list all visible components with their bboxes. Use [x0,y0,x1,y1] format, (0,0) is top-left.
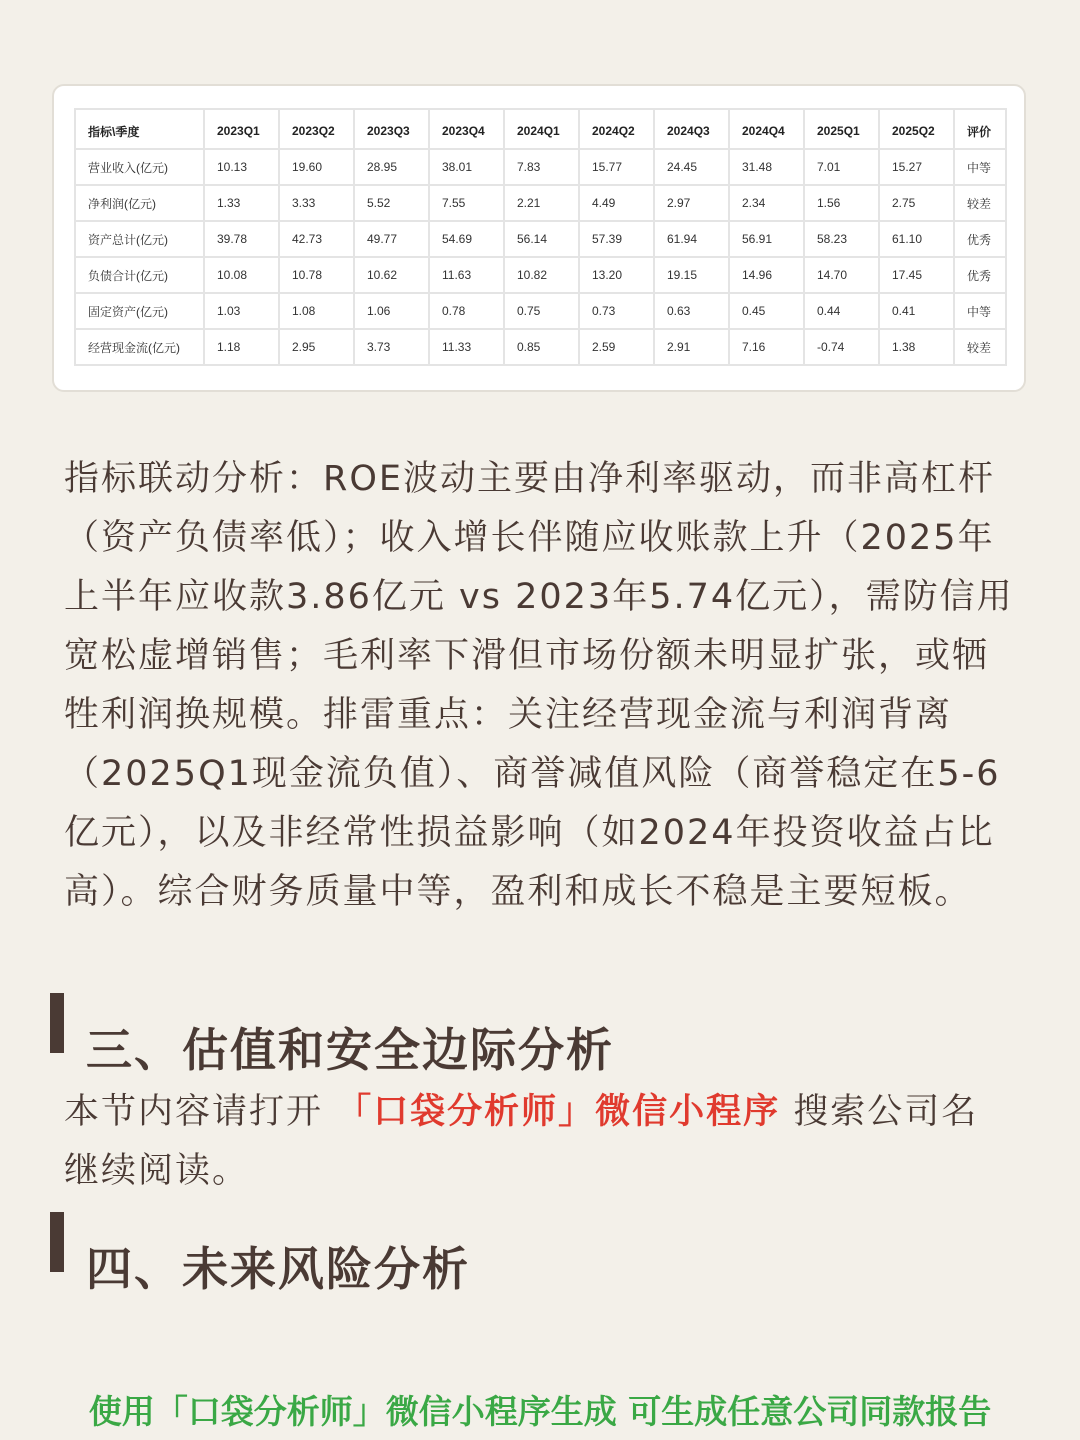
section-title-valuation: 三、估值和安全边际分析 [86,1023,614,1077]
value-cell: 54.69 [429,221,504,257]
header-cell: 2023Q1 [204,109,279,149]
value-cell: 31.48 [729,149,804,185]
row-label-cell: 资产总计(亿元) [75,221,204,257]
row-label-cell: 经营现金流(亿元) [75,329,204,365]
value-cell: 10.08 [204,257,279,293]
value-cell: 2.75 [879,185,954,221]
header-cell: 2023Q4 [429,109,504,149]
value-cell: 2.97 [654,185,729,221]
value-cell: 1.08 [279,293,354,329]
financial-table-card [52,84,1026,392]
value-cell: 61.10 [879,221,954,257]
value-cell: 17.45 [879,257,954,293]
value-cell: 3.33 [279,185,354,221]
section3-text [64,1083,1014,1201]
value-cell: 3.73 [354,329,429,365]
value-cell: 1.56 [804,185,879,221]
value-cell: 57.39 [579,221,654,257]
value-cell: 0.75 [504,293,579,329]
header-cell: 2025Q2 [879,109,954,149]
header-cell: 2024Q4 [729,109,804,149]
value-cell: 11.33 [429,329,504,365]
value-cell: 14.96 [729,257,804,293]
value-cell: 0.41 [879,293,954,329]
row-label-cell: 净利润(亿元) [75,185,204,221]
rating-cell: 优秀 [954,221,1006,257]
value-cell: 1.33 [204,185,279,221]
value-cell: 10.62 [354,257,429,293]
row-label-cell: 营业收入(亿元) [75,149,204,185]
value-cell: 10.13 [204,149,279,185]
value-cell: 0.44 [804,293,879,329]
rating-cell: 中等 [954,149,1006,185]
value-cell: 0.45 [729,293,804,329]
value-cell: 4.49 [579,185,654,221]
rating-cell: 较差 [954,329,1006,365]
value-cell: 2.95 [279,329,354,365]
analysis-paragraph: 指标联动分析：ROE波动主要由净利率驱动，而非高杠杆（资产负债率低）；收入增长伴随应收账款上升（2025年上半年应收款3.86亿元 vs 2023年5.74亿元），需防信用宽松虚增销售；毛利率下滑但市场份额未明显扩张，或牺牲利润换规模。排雷重点：关注经营现金流与利润背离（2025Q1现金流负值）、商誉减值风险（商誉稳定在5-6亿元），以及非经常性损益影响（如2024年投资收益占比高）。综合财务质量中等，盈利和成长不稳是主要短板。 [64,459,1014,912]
value-cell: 56.14 [504,221,579,257]
value-cell: 5.52 [354,185,429,221]
value-cell: 58.23 [804,221,879,257]
header-cell: 指标\季度 [75,109,204,149]
header-cell: 2025Q1 [804,109,879,149]
rating-cell: 中等 [954,293,1006,329]
value-cell: 42.73 [279,221,354,257]
row-label-cell: 负债合计(亿元) [75,257,204,293]
header-cell: 评价 [954,109,1006,149]
table-row [75,293,1006,329]
value-cell: 10.82 [504,257,579,293]
table-row [75,185,1006,221]
value-cell: 0.85 [504,329,579,365]
value-cell: 1.06 [354,293,429,329]
table-row [75,221,1006,257]
section-marker-bar [50,1212,64,1272]
value-cell: 2.91 [654,329,729,365]
value-cell: 1.18 [204,329,279,365]
header-cell: 2024Q1 [504,109,579,149]
section-marker-bar [50,993,64,1053]
rating-cell: 优秀 [954,257,1006,293]
value-cell: 0.63 [654,293,729,329]
value-cell: 7.01 [804,149,879,185]
header-cell: 2023Q2 [279,109,354,149]
table-header-row [75,109,1006,149]
value-cell: 0.78 [429,293,504,329]
value-cell: 1.38 [879,329,954,365]
value-cell: 0.73 [579,293,654,329]
value-cell: 10.78 [279,257,354,293]
value-cell: 7.55 [429,185,504,221]
header-cell: 2024Q3 [654,109,729,149]
value-cell: 2.21 [504,185,579,221]
section-title-risk: 四、未来风险分析 [86,1242,470,1296]
value-cell: 19.60 [279,149,354,185]
table-body [75,149,1006,365]
value-cell: 14.70 [804,257,879,293]
footer-promo: 使用「口袋分析师」微信小程序生成 可生成任意公司同款报告 [88,1392,992,1431]
value-cell: 15.27 [879,149,954,185]
value-cell: 19.15 [654,257,729,293]
table-row [75,149,1006,185]
value-cell: 28.95 [354,149,429,185]
value-cell: 7.16 [729,329,804,365]
value-cell: 24.45 [654,149,729,185]
header-cell: 2024Q2 [579,109,654,149]
value-cell: 15.77 [579,149,654,185]
value-cell: 11.63 [429,257,504,293]
value-cell: 2.34 [729,185,804,221]
value-cell: 7.83 [504,149,579,185]
header-cell: 2023Q3 [354,109,429,149]
row-label-cell: 固定资产(亿元) [75,293,204,329]
section3-text-before: 本节内容请打开 [64,1092,337,1132]
section3-text-after: 搜索公司名继续阅读。 [64,1092,979,1191]
value-cell: -0.74 [804,329,879,365]
mini-program-link[interactable]: 「口袋分析师」微信小程序 [336,1092,781,1132]
value-cell: 38.01 [429,149,504,185]
value-cell: 39.78 [204,221,279,257]
table-row [75,257,1006,293]
value-cell: 1.03 [204,293,279,329]
table-row [75,329,1006,365]
value-cell: 56.91 [729,221,804,257]
value-cell: 49.77 [354,221,429,257]
value-cell: 13.20 [579,257,654,293]
value-cell: 2.59 [579,329,654,365]
financial-indicators-table [74,108,1007,366]
rating-cell: 较差 [954,185,1006,221]
value-cell: 61.94 [654,221,729,257]
